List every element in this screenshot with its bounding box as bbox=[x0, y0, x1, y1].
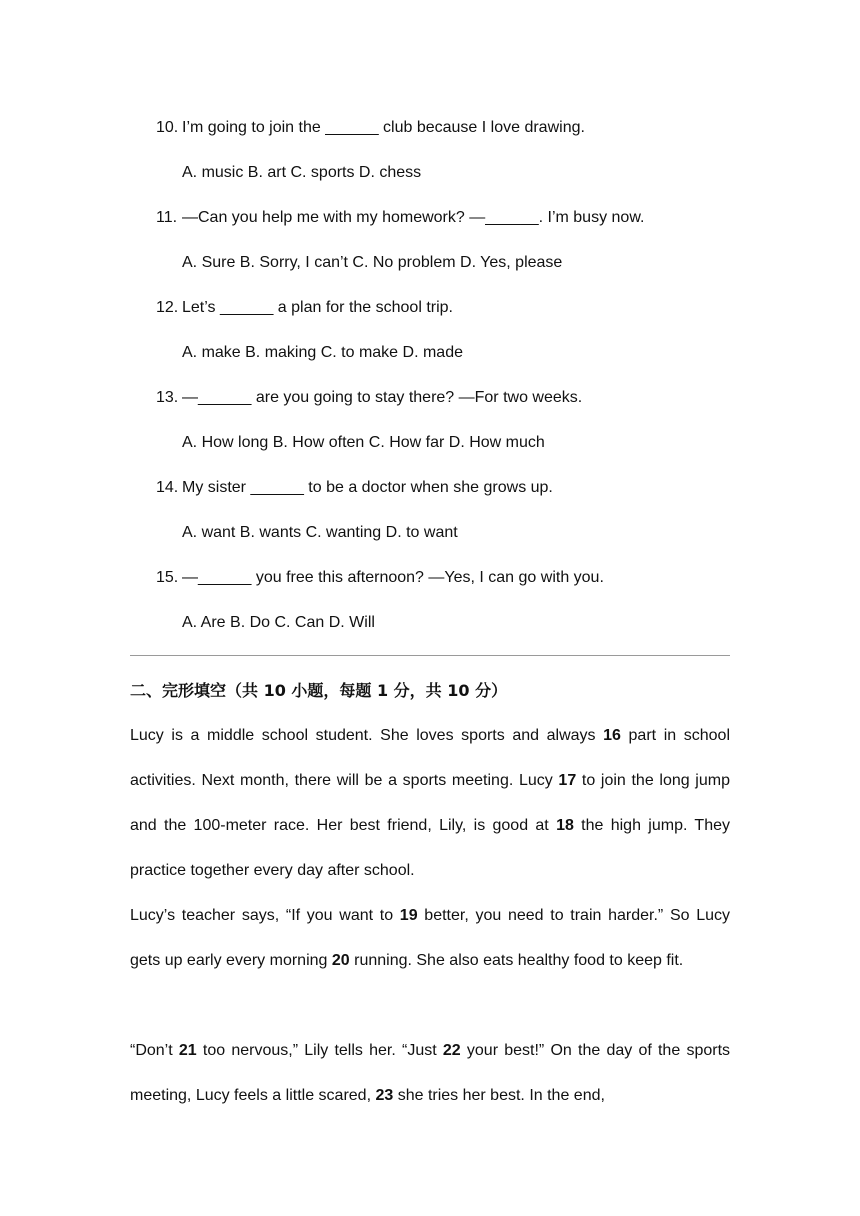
question-number: 13. bbox=[156, 389, 179, 406]
question-14-options: A. want B. wants C. wanting D. to want bbox=[182, 524, 458, 541]
passage-paragraph-3 bbox=[130, 1028, 730, 1118]
question-number: 14. bbox=[156, 479, 179, 496]
question-stem: —Can you help me with my homework? —______. I’m busy now. bbox=[182, 209, 645, 226]
blank-18: 18 bbox=[556, 817, 574, 834]
passage-text: Lucy is a middle school student. She loves sports and always bbox=[130, 727, 604, 744]
question-number: 15. bbox=[156, 569, 179, 586]
question-13 bbox=[156, 388, 582, 408]
passage-text: running. She also eats healthy food to keep fit. bbox=[349, 952, 684, 969]
blank-17: 17 bbox=[558, 772, 577, 789]
passage-text: part in school activities. Next month, there will be a sports meeting. Lucy bbox=[130, 727, 731, 789]
question-number: 11. bbox=[156, 209, 178, 226]
passage-text: Lucy’s teacher says, “If you want to bbox=[130, 907, 400, 924]
passage-text: “Don’t bbox=[130, 1042, 179, 1059]
passage-text: the high jump. They practice together every day after school. bbox=[130, 817, 731, 879]
question-12 bbox=[156, 298, 453, 318]
question-11 bbox=[156, 208, 644, 228]
question-stem: I’m going to join the ______ club because I love drawing. bbox=[182, 119, 585, 136]
blank-21: 21 bbox=[178, 1042, 197, 1059]
question-15-options: A. Are B. Do C. Can D. Will bbox=[182, 614, 375, 631]
blank-16: 16 bbox=[603, 727, 621, 744]
blank-20: 20 bbox=[331, 952, 350, 969]
question-11-options: A. Sure B. Sorry, I can’t C. No problem D. Yes, please bbox=[182, 254, 563, 271]
blank-23: 23 bbox=[375, 1087, 394, 1104]
question-14 bbox=[156, 478, 553, 498]
question-13-options: A. How long B. How often C. How far D. How much bbox=[182, 434, 545, 451]
blank-19: 19 bbox=[399, 907, 418, 924]
passage-text: to join the long jump and the 100-meter race. Her best friend, Lily, is good at bbox=[130, 772, 730, 834]
section-title: 二、完形填空（共 10 小题，每题 1 分，共 10 分） bbox=[130, 681, 508, 700]
question-15 bbox=[156, 568, 604, 588]
question-12-options: A. make B. making C. to make D. made bbox=[182, 344, 463, 361]
passage-text: better, you need to train harder.” So Lucy gets up early every morning bbox=[130, 907, 730, 969]
passage-text: too nervous,” Lily tells her. “Just bbox=[196, 1042, 443, 1059]
passage-text: your best!” On the day of the sports meeting, Lucy feels a little scared, bbox=[130, 1042, 731, 1104]
question-10-options: A. music B. art C. sports D. chess bbox=[182, 164, 422, 181]
question-stem: —______ are you going to stay there? —For two weeks. bbox=[182, 389, 583, 406]
passage-paragraph-2 bbox=[130, 893, 730, 983]
section-divider bbox=[130, 655, 730, 656]
question-10 bbox=[156, 118, 585, 138]
question-number: 10. bbox=[156, 119, 179, 136]
question-stem: Let’s ______ a plan for the school trip. bbox=[182, 299, 453, 316]
question-stem: My sister ______ to be a doctor when she grows up. bbox=[182, 479, 553, 496]
question-stem: —______ you free this afternoon? —Yes, I can go with you. bbox=[182, 569, 604, 586]
question-number: 12. bbox=[156, 299, 179, 316]
passage-text: she tries her best. In the end, bbox=[393, 1087, 605, 1104]
passage-paragraph-1 bbox=[130, 713, 730, 893]
blank-22: 22 bbox=[442, 1042, 461, 1059]
